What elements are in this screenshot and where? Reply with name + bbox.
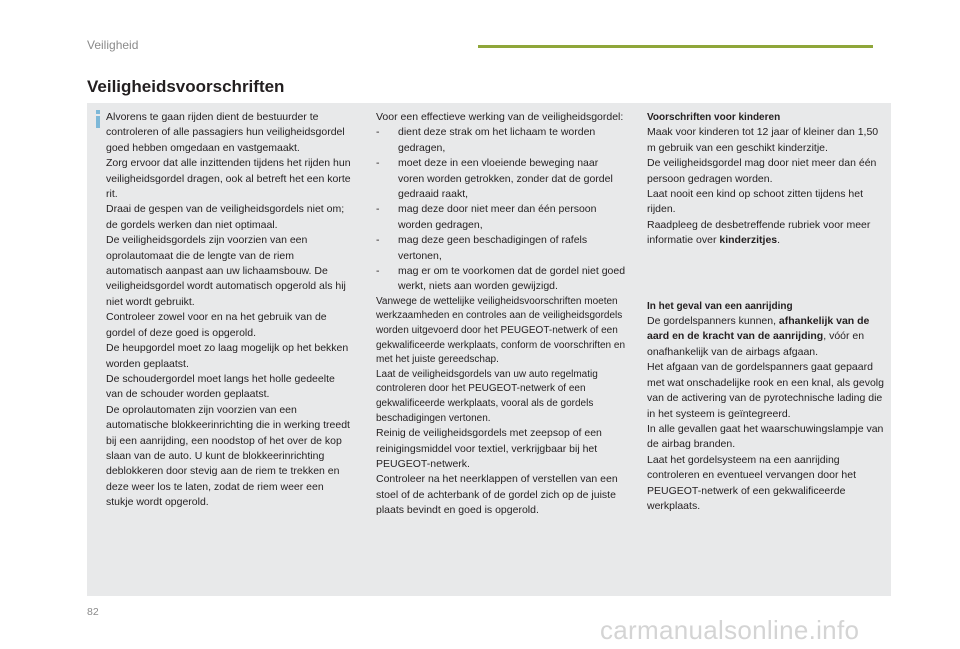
paragraph bbox=[647, 314, 885, 360]
paragraph: In alle gevallen gaat het waarschuwingslampje van de airbag branden. bbox=[647, 422, 884, 451]
paragraph: Laat nooit een kind op schoot zitten tijdens het rijden. bbox=[647, 188, 863, 216]
section-title-children: Voorschriften voor kinderen bbox=[647, 112, 781, 123]
paragraph: Controleer na het neerklappen of verstellen van een stoel of de achterbank of de gordel zich op de juiste plaats bevindt en goed is opgerold. bbox=[376, 473, 618, 517]
paragraph: Zorg ervoor dat alle inzittenden tijdens het rijden hun veiligheidsgordel dragen, ook al betreft het een korte rit. bbox=[106, 157, 351, 201]
paragraph: Draai de gespen van de veiligheidsgordels niet om; de gordels werken dan niet optimaal. bbox=[106, 203, 345, 231]
list-item bbox=[376, 125, 626, 156]
column-general bbox=[106, 110, 352, 511]
page-title: Veiligheidsvoorschriften bbox=[87, 77, 285, 96]
list-item bbox=[376, 202, 626, 233]
paragraph: Laat het gordelsysteem na een aanrijding controleren en eventueel vervangen door het PEUGEOT-netwerk of een gekwalificeerde werkplaats. bbox=[647, 453, 856, 512]
list-item bbox=[376, 156, 626, 202]
paragraph: De veiligheidsgordel mag door niet meer dan één persoon gedragen worden. bbox=[647, 157, 877, 185]
text-run: Raadpleeg de desbetreffende rubriek voor meer informatie over bbox=[647, 218, 871, 247]
text-run-bold: afhankelijk van de aard en de kracht van de aanrijding bbox=[647, 315, 870, 343]
dash-bullet: - bbox=[376, 157, 380, 170]
header-rule bbox=[478, 45, 873, 48]
section-header: Veiligheid bbox=[87, 38, 139, 52]
watermark: carmanualsonline.info bbox=[600, 615, 860, 645]
dash-bullet: - bbox=[376, 234, 380, 247]
paragraph: De heupgordel moet zo laag mogelijk op het bekken worden geplaatst. bbox=[106, 342, 349, 370]
list-item-text: mag er om te voorkomen dat de gordel niet goed werkt, niets aan worden gewijzigd. bbox=[398, 265, 626, 293]
column-effective-use bbox=[376, 110, 626, 519]
dash-bullet: - bbox=[376, 203, 380, 216]
list-item-text: mag deze door niet meer dan één persoon worden gedragen, bbox=[398, 203, 597, 231]
paragraph: Het afgaan van de gordelspanners gaat gepaard met wat onschadelijke rook en een knal, als gevolg van de activering van de pyrotechnische lading die in het systeem is geïntegreerd. bbox=[647, 361, 884, 420]
list-item-text: mag deze geen beschadigingen of rafels vertonen, bbox=[398, 234, 588, 262]
paragraph: Controleer zowel voor en na het gebruik van de gordel of deze goed is opgerold. bbox=[106, 311, 327, 339]
dash-bullet: - bbox=[376, 126, 380, 139]
page-number: 82 bbox=[87, 606, 99, 618]
paragraph: Alvorens te gaan rijden dient de bestuurder te controleren of alle passagiers hun veiligheidsgordel goed hebben omgedaan en vastgemaakt. bbox=[106, 111, 345, 154]
text-run: . bbox=[777, 234, 781, 247]
paragraph: De veiligheidsgordels zijn voorzien van een oprolautomaat die de lengte van de riem automatisch aanpast aan uw lichaamsbouw. De veiligheidsgordel wordt automatisch opgerold als hij niet wordt gebruikt. bbox=[106, 234, 346, 308]
paragraph: De oprolautomaten zijn voorzien van een automatische blokkeerinrichting die in werking treedt bij een aanrijding, een noodstop of het over de kop slaan van de auto. U kunt de blokkeerinrichting deblokkeren door stevig aan de riem te trekken en deze weer los te laten, zodat de riem weer een stukje wordt opgerold. bbox=[106, 403, 350, 509]
section-title-crash: In het geval van een aanrijding bbox=[647, 300, 793, 312]
list-item-text: moet deze in een vloeiende beweging naar voren worden getrokken, zonder dat de gordel gedraaid raakt, bbox=[398, 157, 613, 201]
info-icon bbox=[95, 110, 101, 128]
paragraph bbox=[647, 218, 885, 249]
paragraph: Maak voor kinderen tot 12 jaar of kleiner dan 1,50 m gebruik van een geschikt kinderzitje. bbox=[647, 126, 879, 154]
list-item bbox=[376, 264, 626, 295]
list-item bbox=[376, 233, 626, 264]
text-run-bold: kinderzitjes bbox=[719, 234, 778, 247]
list-intro: Voor een effectieve werking van de veiligheidsgordel: bbox=[376, 111, 624, 123]
list-item-text: dient deze strak om het lichaam te worden gedragen, bbox=[398, 126, 596, 154]
paragraph: Vanwege de wettelijke veiligheidsvoorschriften moeten werkzaamheden en controles aan de veiligheidsgordels worden uitgevoerd door het PEUGEOT-netwerk of een gekwalificeerde werkplaats, conform de voorschriften en met het juiste gereedschap. bbox=[376, 295, 626, 366]
text-run: De gordelspanners kunnen, bbox=[647, 315, 779, 328]
paragraph: Reinig de veiligheidsgordels met zeepsop of een reinigingsmiddel voor textiel, verkrijgbaar bij het PEUGEOT-netwerk. bbox=[376, 427, 602, 471]
text-run: , vóór en onafhankelijk van de airbags afgaan. bbox=[647, 330, 865, 358]
dash-bullet: - bbox=[376, 265, 380, 278]
paragraph: De schoudergordel moet langs het holle gedeelte van de schouder worden geplaatst. bbox=[106, 372, 335, 401]
paragraph: Laat de veiligheidsgordels van uw auto regelmatig controleren door het PEUGEOT-netwerk of een gekwalificeerde werkplaats, vooral als de gordels beschadigingen vertonen. bbox=[376, 368, 598, 424]
column-children-and-crash bbox=[647, 110, 885, 514]
